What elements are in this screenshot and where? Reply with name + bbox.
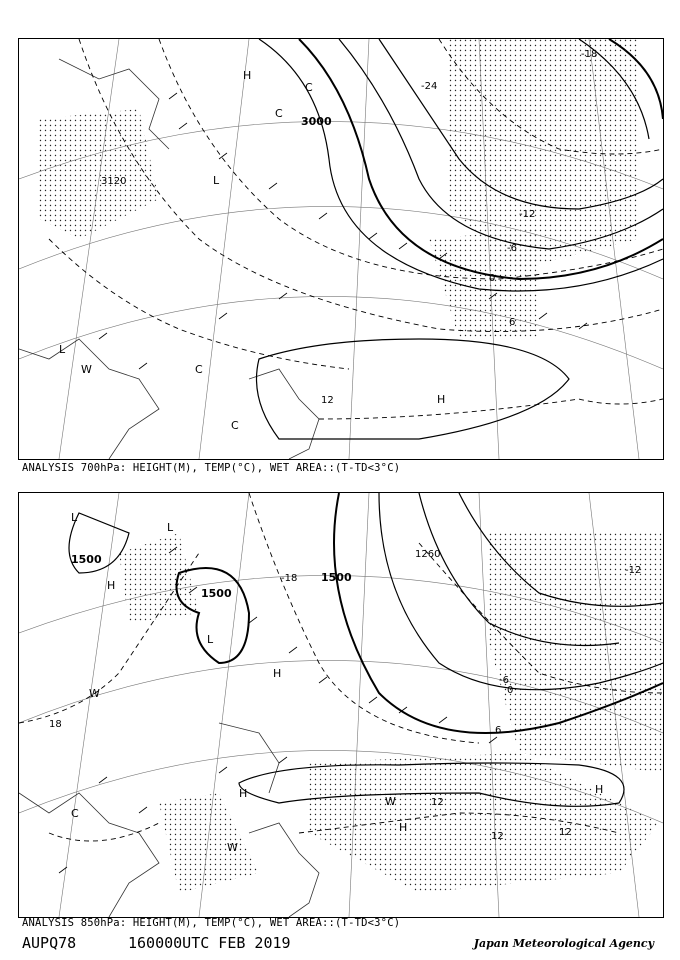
pressure-center-high: H xyxy=(239,787,248,800)
temp-label: 12 xyxy=(559,827,572,838)
temp-label: 12 xyxy=(321,395,334,406)
temp-label: -18 xyxy=(581,49,598,60)
pressure-center-low: L xyxy=(213,174,220,187)
pressure-center-cold: C xyxy=(71,807,79,820)
pressure-center-warm: W xyxy=(89,687,100,700)
height-label-1500: 1500 xyxy=(201,587,232,600)
temp-label: 0 xyxy=(507,685,514,696)
height-label-1500: 1500 xyxy=(71,553,102,566)
height-label-3000: 3000 xyxy=(301,115,332,128)
pressure-center-high: H xyxy=(243,69,252,82)
pressure-center-low: L xyxy=(167,521,174,534)
height-label-1260: 1260 xyxy=(415,549,441,560)
pressure-center-warm: W xyxy=(385,795,396,808)
map-700hpa xyxy=(19,39,663,459)
temp-label: -24 xyxy=(421,81,438,92)
wet-area-700 xyxy=(39,39,639,339)
caption-850hpa: ANALYSIS 850hPa: HEIGHT(M), TEMP(°C), WET AREA::(T-TD<3°C) xyxy=(22,917,401,929)
pressure-center-warm: W xyxy=(81,363,92,376)
pressure-center-cold: C xyxy=(231,419,239,432)
height-label-1500: 1500 xyxy=(321,571,352,584)
temp-label: 6 xyxy=(495,725,502,736)
pressure-center-cold: C xyxy=(275,107,283,120)
chart-700hpa xyxy=(18,38,664,460)
temp-label: -6 xyxy=(499,675,509,686)
pressure-center-high: H xyxy=(273,667,282,680)
temp-label: 0 xyxy=(489,273,496,284)
temp-label: 18 xyxy=(49,719,62,730)
temp-label: -6 xyxy=(507,243,517,254)
height-label-3120: 3120 xyxy=(101,176,127,187)
temp-label: 6 xyxy=(509,317,516,328)
bulletin-code: AUPQ78 xyxy=(22,934,77,952)
pressure-center-high: H xyxy=(399,821,408,834)
chart-850hpa xyxy=(18,492,664,918)
pressure-center-low: L xyxy=(71,511,78,524)
pressure-center-high: H xyxy=(107,579,116,592)
pressure-center-low: L xyxy=(207,633,214,646)
bulletin-time: 160000UTC FEB 2019 xyxy=(128,934,291,952)
pressure-center-cold: C xyxy=(305,81,313,94)
pressure-center-cold: C xyxy=(195,363,203,376)
temp-label: -12 xyxy=(625,565,642,576)
map-850hpa xyxy=(19,493,663,917)
pressure-center-low: L xyxy=(59,343,66,356)
caption-700hpa: ANALYSIS 700hPa: HEIGHT(M), TEMP(°C), WET AREA::(T-TD<3°C) xyxy=(22,462,401,474)
temp-label: 12 xyxy=(431,797,444,808)
temp-label: -12 xyxy=(519,209,536,220)
temp-label: 12 xyxy=(491,831,504,842)
pressure-center-high: H xyxy=(437,393,446,406)
agency-name: Japan Meteorological Agency xyxy=(473,937,654,950)
temp-label: -18 xyxy=(281,573,298,584)
pressure-center-warm: W xyxy=(227,841,238,854)
pressure-center-high: H xyxy=(595,783,604,796)
